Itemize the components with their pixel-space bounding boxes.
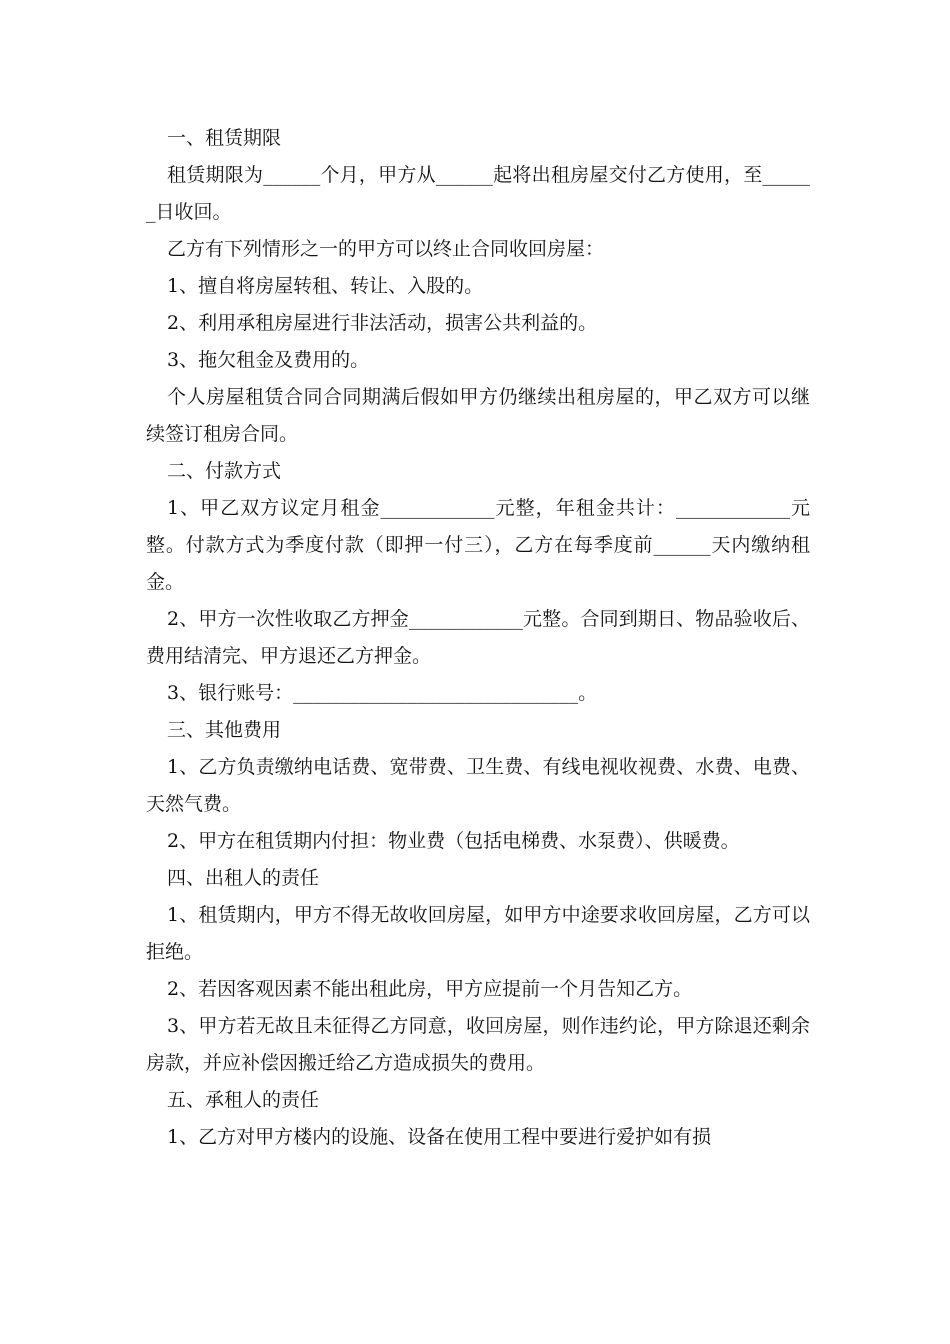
list-item-bank-account: 3、银行账号：______________________________。 bbox=[167, 682, 598, 704]
section-heading-other-fees: 三、其他费用 bbox=[167, 719, 282, 741]
list-item-no-reclaim: 1、租赁期内，甲方不得无故收回房屋，如甲方中途要求收回房屋，乙方可以拒绝。 bbox=[146, 904, 810, 963]
list-item-rent-amount: 1、甲乙双方议定月租金____________元整，年租金共计：____________元整。付款方式为季度付款（即押一付三），乙方在每季度前______天内缴纳租金。 bbox=[146, 497, 810, 593]
paragraph-lease-period: 租赁期限为______个月，甲方从______起将出租房屋交付乙方使用，至______日收回。 bbox=[146, 164, 810, 223]
list-item-illegal-use: 2、利用承租房屋进行非法活动，损害公共利益的。 bbox=[167, 312, 598, 334]
paragraph-termination-conditions: 乙方有下列情形之一的甲方可以终止合同收回房屋： bbox=[167, 238, 605, 260]
section-heading-landlord-duties: 四、出租人的责任 bbox=[167, 867, 320, 889]
document-body bbox=[146, 120, 810, 1156]
section-heading-payment: 二、付款方式 bbox=[167, 460, 282, 482]
section-heading-lease-term: 一、租赁期限 bbox=[167, 127, 282, 149]
list-item-landlord-fees: 2、甲方在租赁期内付担：物业费（包括电梯费、水泵费）、供暖费。 bbox=[167, 830, 740, 852]
list-item-sublet: 1、擅自将房屋转租、转让、入股的。 bbox=[167, 275, 484, 297]
list-item-tenant-fees: 1、乙方负责缴纳电话费、宽带费、卫生费、有线电视收视费、水费、电费、天然气费。 bbox=[146, 756, 810, 815]
list-item-breach: 3、甲方若无故且未征得乙方同意，收回房屋，则作违约论，甲方除退还剩余房款，并应补偿因搬迁给乙方造成损失的费用。 bbox=[146, 1015, 810, 1074]
list-item-advance-notice: 2、若因客观因素不能出租此房，甲方应提前一个月告知乙方。 bbox=[167, 978, 693, 1000]
paragraph-renewal: 个人房屋租赁合同合同期满后假如甲方仍继续出租房屋的，甲乙双方可以继续签订租房合同。 bbox=[146, 386, 810, 445]
list-item-deposit: 2、甲方一次性收取乙方押金____________元整。合同到期日、物品验收后、费用结清完、甲方退还乙方押金。 bbox=[146, 608, 810, 667]
section-heading-tenant-duties: 五、承租人的责任 bbox=[167, 1089, 320, 1111]
list-item-arrears: 3、拖欠租金及费用的。 bbox=[167, 349, 370, 371]
list-item-care-of-facilities: 1、乙方对甲方楼内的设施、设备在使用工程中要进行爱护如有损 bbox=[167, 1126, 712, 1148]
